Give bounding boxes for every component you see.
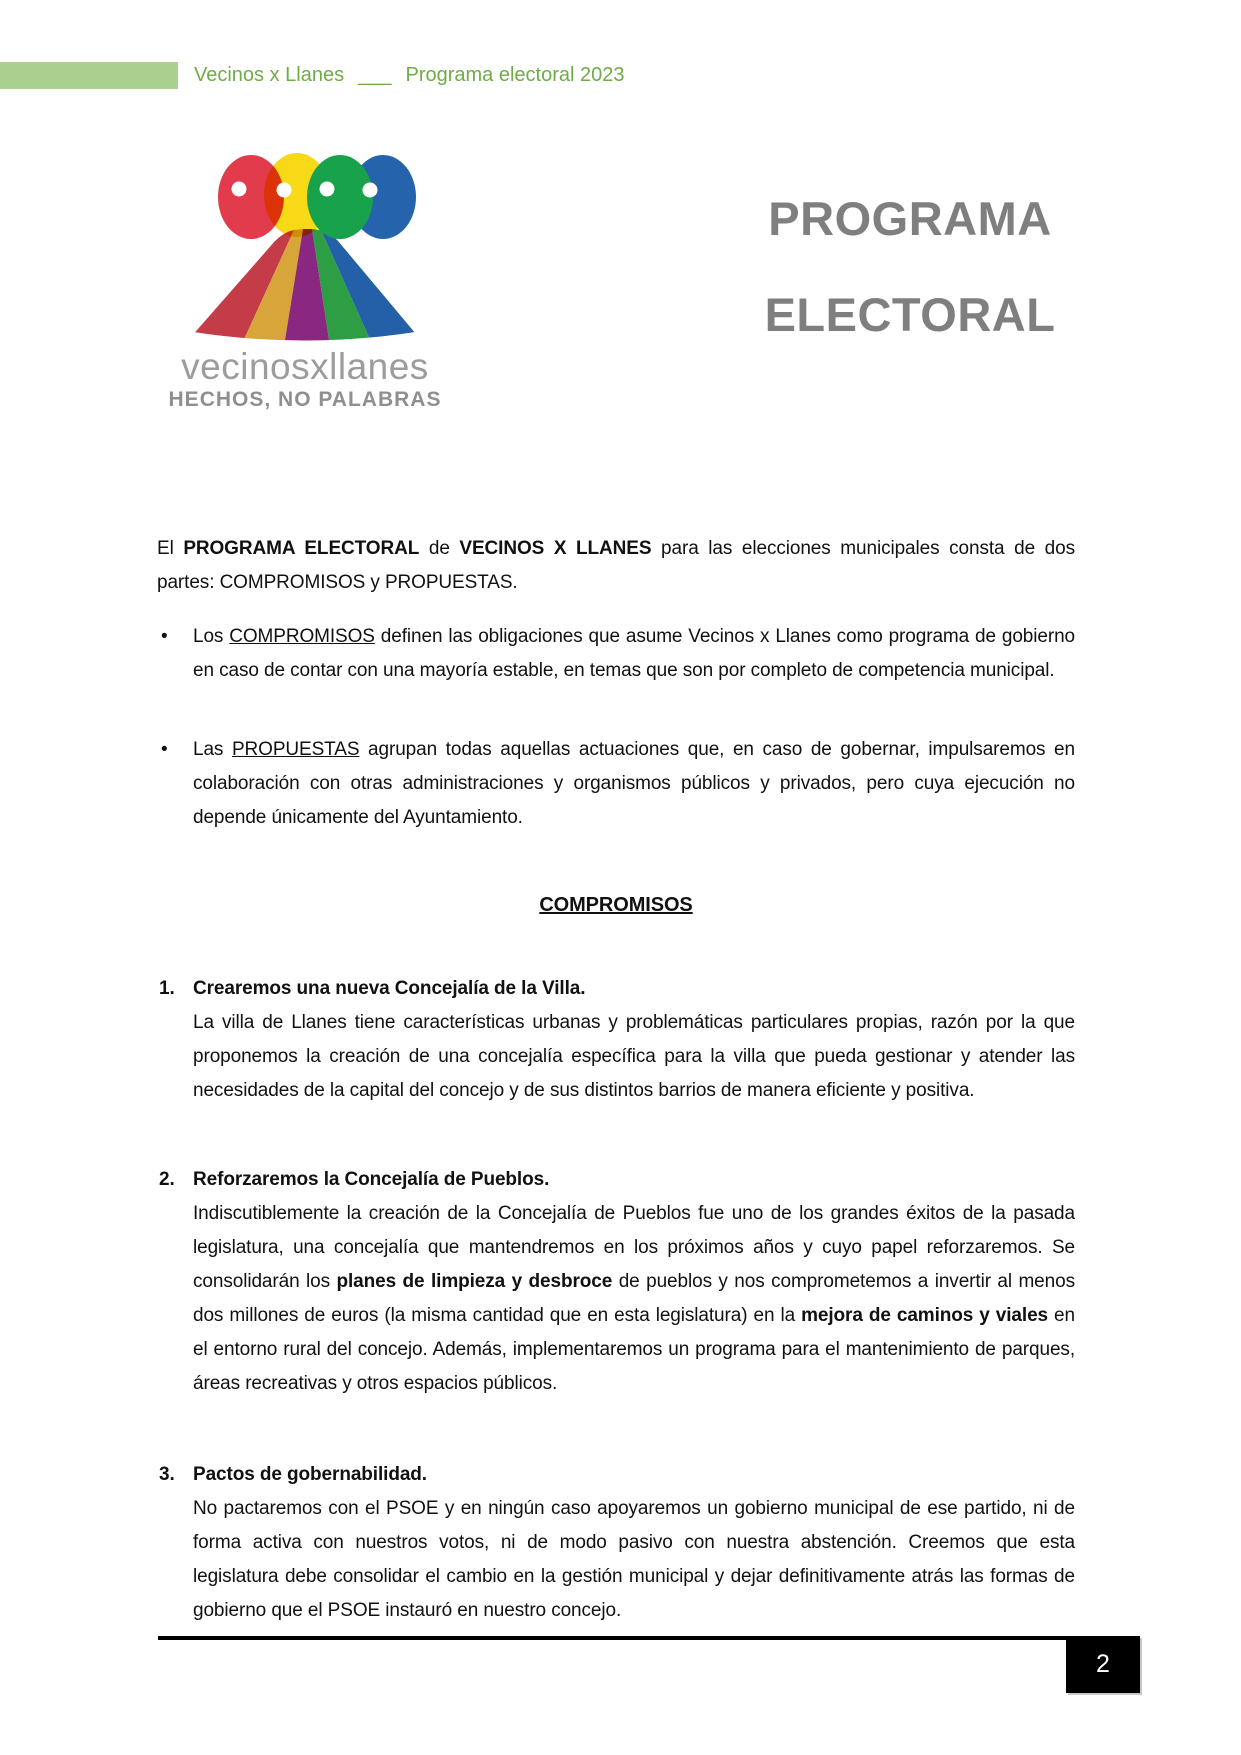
header-accent-bar [0,62,178,89]
text-segment-bold: planes de limpieza y desbroce [336,1271,613,1292]
footer-rule [158,1636,1104,1640]
item-title: Pactos de gobernabilidad. [193,1464,427,1485]
numbered-item-1 [157,972,1075,1108]
section-heading-compromisos: COMPROMISOS [539,894,693,916]
text-segment-underline: COMPROMISOS [229,626,375,647]
header-left-text: Vecinos x Llanes [194,64,345,86]
text-segment: definen las obligaciones que asume Vecinos x Llanes como programa de gobierno en caso de contar con una mayoría estable, en temas que son por completo de competencia municipal. [193,626,1075,681]
text-segment: agrupan todas aquellas actuaciones que, en caso de gobernar, impulsaremos en colaboración con otras administraciones y organismos públicos y privados, pero cuya ejecución no depende únicamente del Ayuntamiento. [193,739,1075,828]
text-segment: para las elecciones municipales consta de dos partes: COMPROMISOS y PROPUESTAS. [157,538,1076,593]
text-segment-underline: PROPUESTAS [231,739,360,760]
text-segment: No pactaremos con el PSOE y en ningún caso apoyaremos un gobierno municipal de ese partido, ni de forma activa con nuestros votos, ni de modo pasivo con nuestra abstención. Creemos que esta legislatura debe consolidar el cambio en la gestión municipal y dejar definitivamente atrás las formas de gobierno que el PSOE instauró en nuestro concejo. [193,1498,1075,1621]
text-segment-bold: mejora de caminos y viales [801,1305,1049,1326]
bullet-item-compromisos [157,620,1075,688]
running-header [194,62,625,89]
logo-tagline: HECHOS, NO PALABRAS [168,388,442,411]
intro-paragraph [157,532,1075,600]
text-segment: de pueblos y nos comprometemos a invertir al menos dos millones de euros (la misma cantidad que en esta legislatura) en la [193,1271,1075,1326]
item-number: 1. [159,978,175,999]
item-title: Crearemos una nueva Concejalía de la Villa. [193,978,586,999]
text-segment: en el entorno rural del concejo. Además, implementaremos un programa para el mantenimiento de parques, áreas recreativas y otros espacios públicos. [193,1305,1075,1394]
header-separator: ___ [358,64,392,86]
document-title-line2: ELECTORAL [764,288,1056,341]
text-segment-bold: VECINOS X LLANES [459,538,652,559]
numbered-item-3 [157,1458,1075,1628]
header-right-text: Programa electoral 2023 [405,64,625,86]
bullet-marker: • [161,739,168,760]
document-title [745,190,1075,344]
item-body [193,1006,1075,1108]
page-number: 2 [1096,1650,1110,1678]
document-title-line1: PROGRAMA [768,192,1052,245]
item-title: Reforzaremos la Concejalía de Pueblos. [193,1169,550,1190]
bullet-item-propuestas [157,733,1075,835]
text-segment-bold: PROGRAMA ELECTORAL [183,538,420,559]
logo-figures-icon [187,153,422,346]
page-number-badge [1066,1636,1140,1693]
text-segment: de [419,538,460,559]
item-number: 3. [159,1464,175,1485]
text-segment: Los [193,626,230,647]
numbered-item-2 [157,1163,1075,1401]
item-body [193,1492,1075,1628]
text-segment: Las [193,739,232,760]
item-number: 2. [159,1169,175,1190]
item-body [193,1197,1075,1401]
text-segment: El [157,538,184,559]
text-segment: Indiscutiblemente la creación de la Concejalía de Pueblos fue uno de los grandes éxitos de la pasada legislatura, una concejalía que mantendremos en los próximos años y cuyo papel reforzaremos. Se consolidarán los [193,1203,1075,1292]
text-segment: La villa de Llanes tiene características urbanas y problemáticas particulares propias, razón por la que proponemos la creación de una concejalía específica para la villa que pueda gestionar y atender las necesidades de la capital del concejo y de sus distintos barrios de manera eficiente y positiva. [193,1012,1075,1101]
logo-wordmark: vecinosxllanes [181,346,429,387]
bullet-marker: • [161,626,168,647]
